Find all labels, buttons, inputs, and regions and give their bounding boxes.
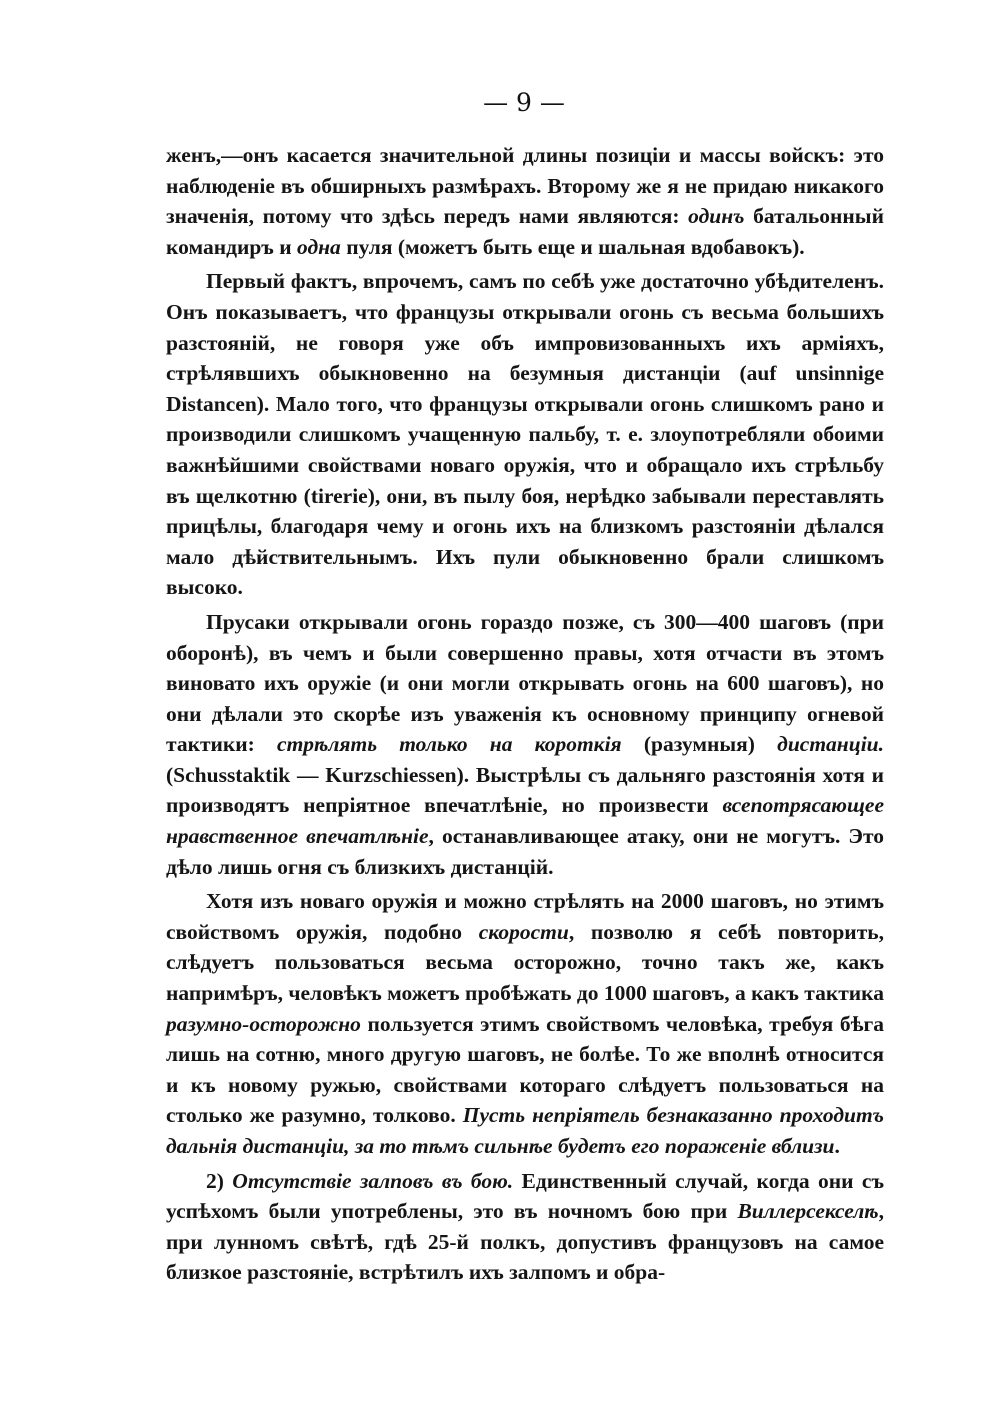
italic-text-run: разумно-осторожно (166, 1011, 361, 1036)
text-run: (Schusstaktik — Kurzschiessen). Выстрѣлы съ дальняго разстоянія хотя и производятъ непріятное впечатлѣніе, но произвести (166, 762, 884, 818)
paragraph (166, 886, 884, 1161)
text-run: (разумныя) (621, 732, 778, 757)
italic-text-run: дистанціи. (777, 732, 884, 757)
text-run: , позволю я себѣ повторить, слѣдуетъ пользоваться весьма осторожно, точно такъ же, какъ напримѣръ, человѣкъ можетъ пробѣжать до 1000 шаговъ, а какъ тактика (166, 919, 884, 1006)
paragraph (166, 266, 884, 603)
page-number: — 9 — (483, 88, 565, 117)
paragraph (166, 1166, 884, 1288)
italic-text-run: Пусть непріятель безнаказанно проходитъ дальнія дистанціи, за то тѣмъ сильнѣе будетъ его пораженіе вблизи (166, 1103, 885, 1158)
paragraph (166, 140, 884, 262)
text-run: Единственный случай, когда они съ успѣхомъ были употреблены, это въ ночномъ бою при (166, 1168, 885, 1224)
paragraph (166, 607, 884, 882)
text-run: , останавливающее атаку, они не могутъ. Это дѣло лишь огня съ близкихъ дистанцій. (166, 824, 885, 879)
text-run: Прусаки открывали огонь гораздо позже, съ 300—400 шаговъ (при оборонѣ), въ чемъ и были совершенно правы, хотя отчасти въ этомъ виновато ихъ оружіе (и они могли открывать огонь на 600 шаговъ), но они дѣлали это скорѣе изъ уваженія къ основному принципу огневой тактики: (166, 609, 884, 757)
italic-text-run: скорости (478, 919, 569, 944)
text-run: 2) (206, 1168, 233, 1193)
text-run: . (834, 1134, 840, 1158)
italic-text-run: одинъ (688, 204, 745, 229)
italic-text-run: одна (296, 234, 341, 259)
body-text (166, 140, 884, 1288)
text-run: , при лунномъ свѣтѣ, гдѣ 25-й полкъ, допустивъ французовъ на самое близкое разстояніе, встрѣтилъ ихъ залпомъ и обра- (166, 1199, 884, 1285)
italic-text-run: Виллерсекселѣ (737, 1199, 879, 1224)
text-run: пользуется этимъ свойствомъ человѣка, требуя бѣга лишь на сотню, много другую шаговъ, не болѣе. То же вполнѣ относится и къ новому ружью, свойствами котораго слѣдуетъ пользоваться на столько же разумно, толково. (166, 1011, 884, 1128)
italic-text-run: Отсутствіе залповъ въ бою. (232, 1168, 514, 1193)
italic-text-run: стрѣлять только на короткія (277, 732, 622, 757)
text-run: батальонный командиръ и (166, 204, 884, 259)
text-run: пуля (можетъ быть еще и шальная вдобавокъ). (340, 234, 805, 259)
text-run: женъ,—онъ касается значительной длины позиціи и массы войскъ: это наблюденіе въ обширныхъ размѣрахъ. Второму же я не придаю никакого значенія, потому что здѣсь передъ нами являются: (166, 143, 884, 229)
text-run: Первый фактъ, впрочемъ, самъ по себѣ уже достаточно убѣдителенъ. Онъ показываетъ, что французы открывали огонь съ весьма большихъ разстояній, не говоря уже объ импровизованныхъ ихъ арміяхъ, стрѣлявшихъ обыкновенно на безумныя дистанціи (auf unsinnige Distancen). Мало того, что французы открывали огонь слишкомъ рано и производили слишкомъ учащенную пальбу, т. е. злоупотребляли обоими важнѣйшими свойствами новаго оружія, что и обращало ихъ стрѣльбу въ щелкотню (tirerie), они, въ пылу боя, нерѣдко забывали переставлять прицѣлы, благодаря чему и огонь ихъ на близкомъ разстояніи дѣлался мало дѣйствительнымъ. Ихъ пули обыкновенно брали слишкомъ высоко. (166, 269, 884, 600)
italic-text-run: всепотрясающее нравственное впечатлѣніе (166, 793, 884, 849)
text-run: Хотя изъ новаго оружія и можно стрѣлять на 2000 шаговъ, но этимъ свойствомъ оружія, подобно (166, 889, 884, 944)
